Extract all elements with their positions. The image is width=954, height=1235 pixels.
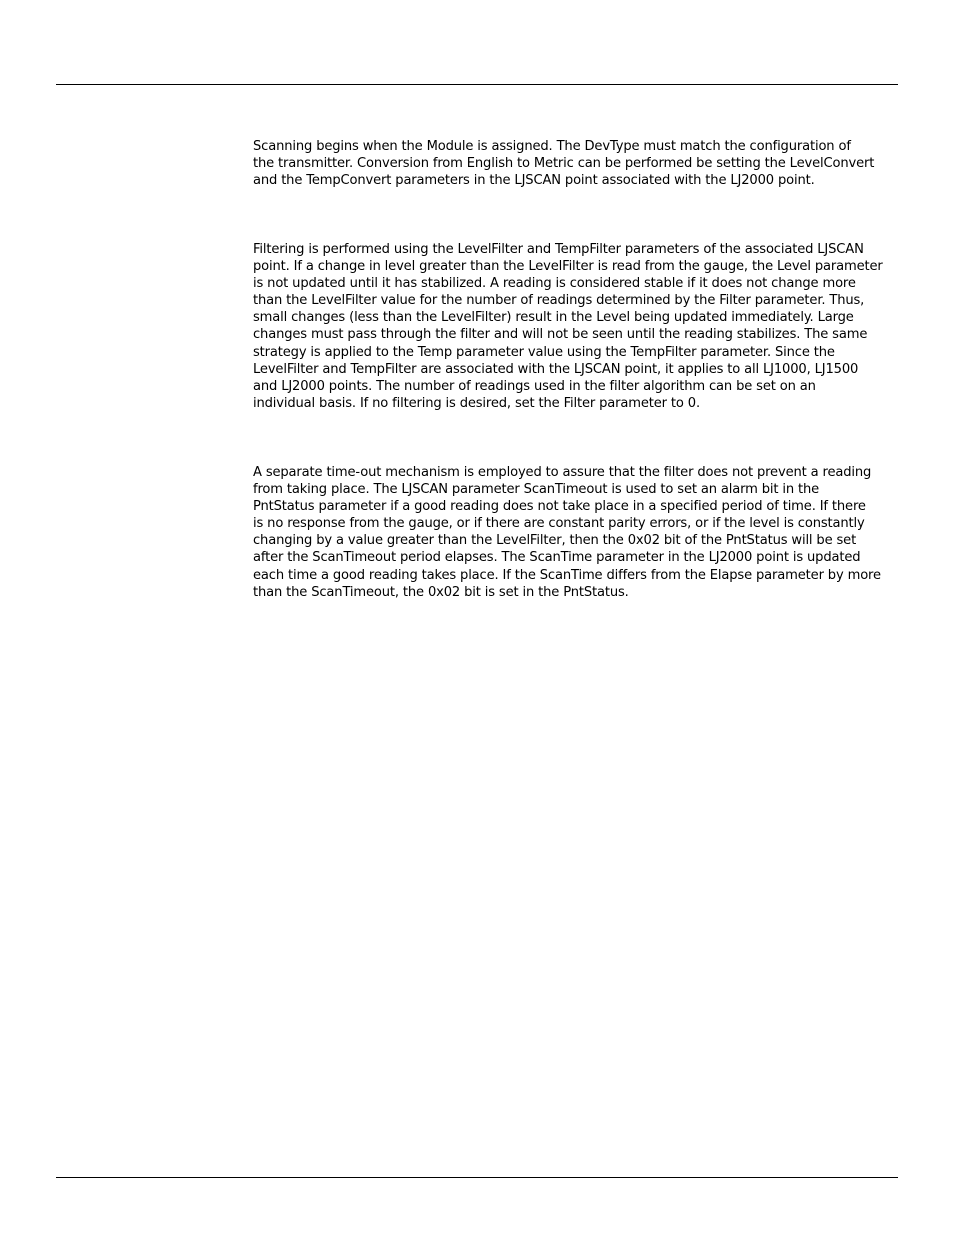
paragraph-line: changing by a value greater than the LevelFilter, then the 0x02 bit of the PntStatus will be set xyxy=(253,533,857,549)
footer-rule xyxy=(56,1177,898,1178)
paragraph-line: Scanning begins when the Module is assigned. The DevType must match the configuration of xyxy=(253,139,851,154)
paragraph-line: PntStatus parameter if a good reading does not take place in a specified period of time. If there xyxy=(253,499,866,515)
paragraph-line: after the ScanTimeout period elapses. The ScanTime parameter in the LJ2000 point is updated xyxy=(253,550,861,566)
paragraph-line: A separate time-out mechanism is employed to assure that the filter does not prevent a reading xyxy=(253,465,872,480)
paragraph-line: Filtering is performed using the LevelFilter and TempFilter parameters of the associated LJSCAN xyxy=(253,242,864,257)
paragraph-line: than the LevelFilter value for the number of readings determined by the Filter parameter. Thus, xyxy=(253,293,865,309)
paragraph-line: individual basis. If no filtering is desired, set the Filter parameter to 0. xyxy=(253,395,700,411)
paragraph-line: the transmitter. Conversion from English to Metric can be performed be setting the LevelConvert xyxy=(253,156,875,172)
paragraph-line: than the ScanTimeout, the 0x02 bit is set in the PntStatus. xyxy=(253,584,629,600)
paragraph-timeout xyxy=(253,464,898,601)
paragraph-line: point. If a change in level greater than the LevelFilter is read from the gauge, the Level parameter xyxy=(253,259,883,275)
paragraph-line: and LJ2000 points. The number of readings used in the filter algorithm can be set on an xyxy=(253,378,816,394)
paragraph-line: is not updated until it has stabilized. A reading is considered stable if it does not change more xyxy=(253,276,856,292)
paragraph-line: small changes (less than the LevelFilter) result in the Level being updated immediately. Large xyxy=(253,310,854,326)
paragraph-scanning xyxy=(253,138,898,189)
paragraph-filtering xyxy=(253,241,898,412)
paragraph-line: and the TempConvert parameters in the LJSCAN point associated with the LJ2000 point. xyxy=(253,173,815,189)
paragraph-line: changes must pass through the filter and will not be seen until the reading stabilizes. The same xyxy=(253,327,868,343)
paragraph-line: strategy is applied to the Temp parameter value using the TempFilter parameter. Since the xyxy=(253,344,835,360)
paragraph-line: LevelFilter and TempFilter are associated with the LJSCAN point, it applies to all LJ1000, LJ1500 xyxy=(253,361,859,377)
paragraph-line: each time a good reading takes place. If the ScanTime differs from the Elapse parameter by more xyxy=(253,567,881,583)
paragraph-line: from taking place. The LJSCAN parameter ScanTimeout is used to set an alarm bit in the xyxy=(253,482,820,498)
header-rule xyxy=(56,84,898,85)
paragraph-line: is no response from the gauge, or if there are constant parity errors, or if the level is constantly xyxy=(253,516,865,532)
